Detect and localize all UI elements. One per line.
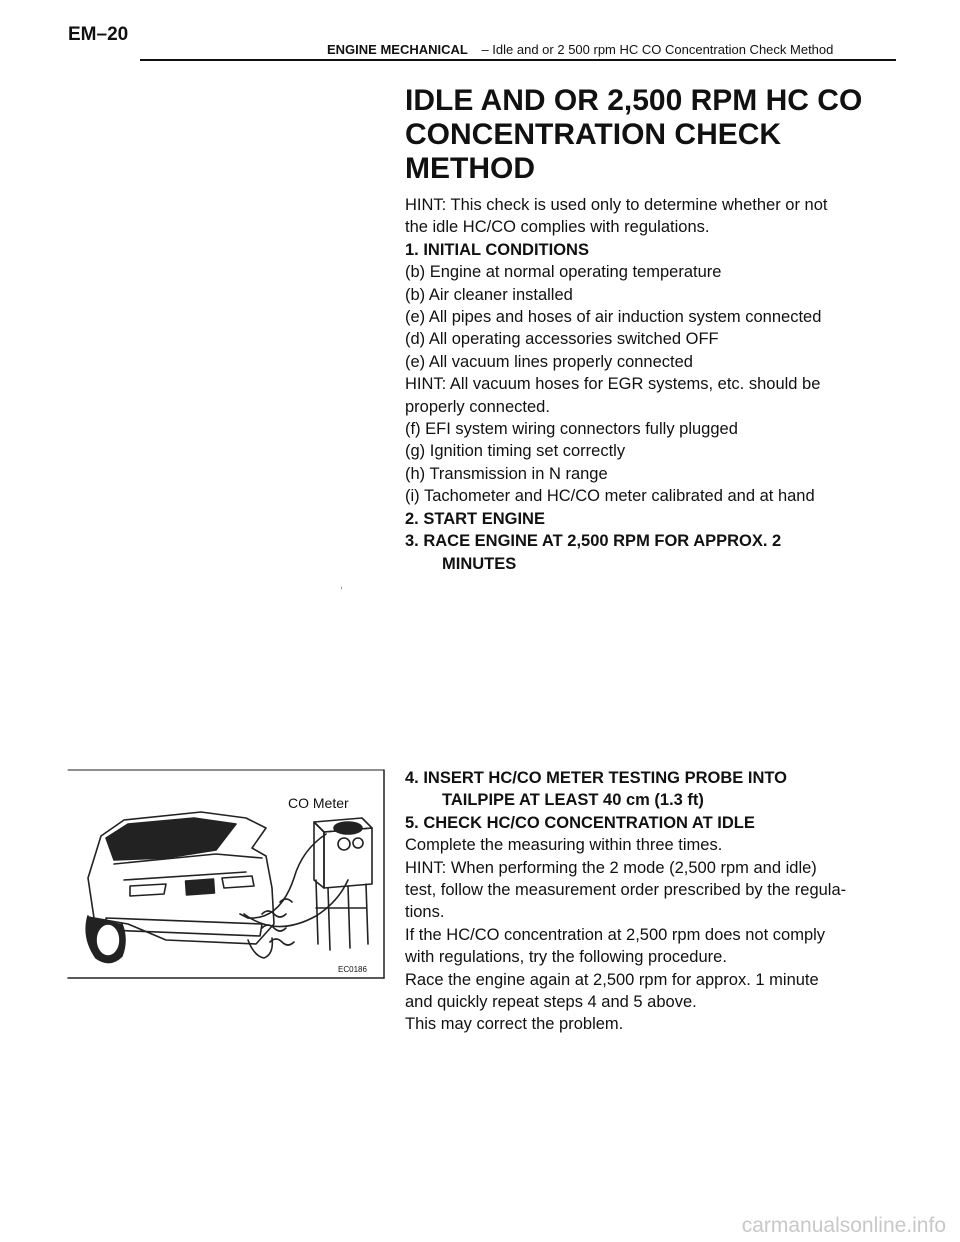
header-section: ENGINE MECHANICAL: [327, 42, 468, 57]
condition-item: (h) Transmission in N range: [405, 464, 608, 483]
condition-item: (i) Tachometer and HC/CO meter calibrated and at hand: [405, 487, 815, 506]
page-title: [405, 84, 905, 186]
step-heading: 4. INSERT HC/CO METER TESTING PROBE INTO: [405, 769, 787, 787]
step-heading: 2. START ENGINE: [405, 509, 545, 528]
body-line: This may correct the problem.: [405, 1015, 624, 1034]
figure-label: CO Meter: [288, 795, 349, 811]
hint-line: HINT: All vacuum hoses for EGR systems, etc. should be: [405, 375, 821, 394]
condition-item: (e) All vacuum lines properly connected: [405, 352, 693, 371]
hint-line: tions.: [405, 903, 445, 922]
co-meter-illustration: [66, 768, 386, 980]
running-header: [327, 42, 833, 57]
title-line: METHOD: [405, 152, 535, 185]
stray-mark: ,: [340, 580, 343, 591]
step-heading-continued: MINUTES: [442, 554, 517, 573]
hint-line: the idle HC/CO complies with regulations.: [405, 218, 710, 237]
hint-line: HINT: When performing the 2 mode (2,500 rpm and idle): [405, 858, 817, 877]
step-heading: 5. CHECK HC/CO CONCENTRATION AT IDLE: [405, 813, 755, 832]
step-heading: 3. RACE ENGINE AT 2,500 RPM FOR APPROX. 2: [405, 532, 782, 551]
hint-line: properly connected.: [405, 397, 550, 416]
header-rule: [140, 59, 896, 61]
page-number: EM–20: [68, 24, 129, 45]
body-line: If the HC/CO concentration at 2,500 rpm does not comply: [405, 925, 826, 944]
header-subsection: – Idle and or 2 500 rpm HC CO Concentration Check Method: [481, 42, 834, 57]
step-heading-continued: TAILPIPE AT LEAST 40 cm (1.3 ft): [442, 791, 704, 810]
step-heading: 1. INITIAL CONDITIONS: [405, 240, 589, 259]
figure-code: EC0186: [338, 965, 367, 974]
lower-content: [405, 767, 905, 1036]
body-line: Race the engine again at 2,500 rpm for approx. 1 minute: [405, 970, 819, 989]
body-line: and quickly repeat steps 4 and 5 above.: [405, 993, 697, 1012]
footer-watermark: carmanualsonline.info: [741, 1214, 946, 1237]
hint-line: test, follow the measurement order prescribed by the regula-: [405, 881, 847, 900]
condition-item: (e) All pipes and hoses of air induction system connected: [405, 308, 822, 327]
title-line: IDLE AND OR 2,500 RPM HC CO: [405, 84, 863, 117]
condition-item: (g) Ignition timing set correctly: [405, 442, 626, 461]
condition-item: (b) Air cleaner installed: [405, 285, 573, 304]
condition-item: (f) EFI system wiring connectors fully plugged: [405, 420, 738, 439]
body-line: Complete the measuring within three times.: [405, 836, 723, 855]
body-line: with regulations, try the following procedure.: [405, 948, 727, 967]
condition-item: (d) All operating accessories switched OFF: [405, 330, 719, 349]
main-content: [405, 84, 905, 575]
illustration-svg: [66, 768, 386, 980]
hint-line: HINT: This check is used only to determine whether or not: [405, 196, 828, 214]
condition-item: (b) Engine at normal operating temperature: [405, 263, 722, 282]
title-line: CONCENTRATION CHECK: [405, 118, 782, 151]
